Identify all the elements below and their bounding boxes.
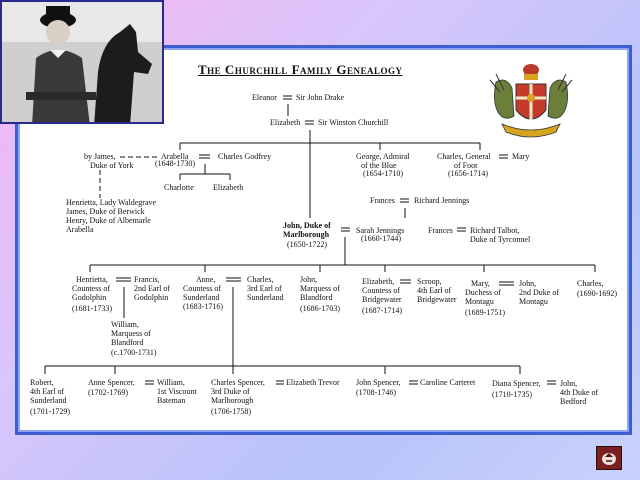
node-fitzjames-james: James, Duke of Berwick <box>66 207 145 216</box>
node-arabella: Arabella <box>161 152 189 161</box>
node-robert-earl: 4th Earl of <box>30 387 65 396</box>
node-anne-countess: Countess of <box>183 284 221 293</box>
node-william-dates: (c.1700-1731) <box>111 348 157 357</box>
node-mary-duchess: Duchess of <box>465 288 501 297</box>
node-anne-spencer-dates: (1702-1769) <box>88 388 128 397</box>
node-mary-montagu: Mary, <box>471 279 490 288</box>
node-william-marquess: Marquess of <box>111 329 151 338</box>
node-john-marquess-title: Marquess of <box>300 284 340 293</box>
node-william: William, <box>111 320 139 329</box>
node-sir-winston-churchill: Sir Winston Churchill <box>318 118 389 127</box>
node-john-bedford-duke: 4th Duke of <box>560 388 599 397</box>
node-john-marquess: John, <box>300 275 318 284</box>
node-john-montagu: John, <box>519 279 537 288</box>
node-elizabeth-godfrey: Elizabeth <box>213 183 244 192</box>
node-elizabeth-drake: Elizabeth <box>270 118 301 127</box>
node-anne-dates: (1683-1716) <box>183 302 223 311</box>
node-arabella-dates: (1648-1730) <box>155 159 195 168</box>
node-elizabeth-countess: Countess of <box>362 286 400 295</box>
node-john-spencer: John Spencer, <box>356 378 401 387</box>
node-charles-3rd-earl-title: 3rd Earl of <box>247 284 282 293</box>
node-henrietta-godolphin: Godolphin <box>72 293 107 302</box>
node-diana-spencer: Diana Spencer, <box>492 379 541 388</box>
node-elizabeth-dates: (1687-1714) <box>362 306 402 315</box>
node-george-dates: (1654-1710) <box>363 169 403 178</box>
node-john-duke-marlborough: John, Duke of <box>283 221 331 230</box>
node-fitzjames-henry: Henry, Duke of Albemarle <box>66 216 151 225</box>
node-francis: Francis, <box>134 275 160 284</box>
node-john-montagu-title: Montagu <box>519 297 548 306</box>
node-john-montagu-duke: 2nd Duke of <box>519 288 559 297</box>
node-john-marquess-blandford: Blandford <box>300 293 333 302</box>
node-sir-john-drake: Sir John Drake <box>296 93 344 102</box>
node-charles-spencer-marlborough: Marlborough <box>211 396 254 405</box>
node-anne: Anne, <box>196 275 216 284</box>
node-charles-3rd-earl: Charles, <box>247 275 274 284</box>
node-john-duke-dates: (1650-1722) <box>287 240 327 249</box>
node-charles-spencer-dates: (1706-1758) <box>211 407 251 416</box>
node-diana-dates: (1710-1735) <box>492 390 532 399</box>
node-charles-spencer-duke: 3rd Duke of <box>211 387 250 396</box>
node-fitzjames-arabella: Arabella <box>66 225 94 234</box>
node-mary-dates: (1689-1751) <box>465 308 505 317</box>
node-richard-talbot-title: Duke of Tyrconnel <box>470 235 531 244</box>
portrait-photo <box>0 0 164 124</box>
node-francis-earl: 2nd Earl of <box>134 284 170 293</box>
node-charles-godfrey: Charles Godfrey <box>218 152 272 161</box>
node-elizabeth-bridgewater: Elizabeth, <box>362 277 395 286</box>
node-william-bateman: William, <box>157 378 185 387</box>
node-charles-general-dates: (1656-1714) <box>448 169 488 178</box>
node-frances-2: Frances <box>428 226 453 235</box>
node-scroop-bridgewater: Bridgewater <box>417 295 457 304</box>
node-henrietta: Henrietta, <box>76 275 108 284</box>
node-john-spencer-dates: (1708-1746) <box>356 388 396 397</box>
node-scroop-earl: 4th Earl of <box>417 286 452 295</box>
node-robert-sunderland: Sunderland <box>30 396 67 405</box>
node-john-bedford-title: Bedford <box>560 397 587 406</box>
node-charles-general: Charles, General <box>437 152 491 161</box>
node-john-duke-marlborough-title: Marlborough <box>283 230 330 239</box>
node-caroline-carteret: Caroline Carteret <box>420 378 476 387</box>
slide-nav-icon[interactable] <box>596 446 622 470</box>
node-by-james: by James, <box>84 152 116 161</box>
node-george-blue: of the Blue <box>361 161 397 170</box>
node-william-viscount: 1st Viscount <box>157 387 197 396</box>
node-fitzjames-henrietta: Henrietta, Lady Waldegrave <box>66 198 157 207</box>
node-charles-young: Charles, <box>577 279 604 288</box>
node-elizabeth-bridgewater-title: Bridgewater <box>362 295 402 304</box>
node-eleanor: Eleanor <box>252 93 277 102</box>
node-mary: Mary <box>512 152 530 161</box>
node-elizabeth-trevor: Elizabeth Trevor <box>286 378 340 387</box>
node-henrietta-countess: Countess of <box>72 284 110 293</box>
page-title: The Churchill Family Genealogy <box>198 62 403 77</box>
node-charles-3rd-earl-sunderland: Sunderland <box>247 293 284 302</box>
node-john-marquess-dates: (1686-1703) <box>300 304 340 313</box>
node-charles-young-dates: (1690-1692) <box>577 289 617 298</box>
node-william-blandford: Blandford <box>111 338 144 347</box>
node-john-bedford: John, <box>560 379 578 388</box>
node-charlotte: Charlotte <box>164 183 194 192</box>
node-sarah-jennings: Sarah Jennings <box>356 226 405 235</box>
node-richard-jennings: Richard Jennings <box>414 196 470 205</box>
node-charles-spencer: Charles Spencer, <box>211 378 265 387</box>
node-robert: Robert, <box>30 378 54 387</box>
node-frances: Frances <box>370 196 395 205</box>
node-henrietta-dates: (1681-1733) <box>72 304 112 313</box>
node-anne-spencer: Anne Spencer, <box>88 378 135 387</box>
node-charles-foot: of Foot <box>454 161 478 170</box>
node-richard-talbot: Richard Talbot, <box>470 226 520 235</box>
node-william-bateman-title: Bateman <box>157 396 186 405</box>
node-sarah-dates: (1660-1744) <box>361 234 401 243</box>
node-robert-dates: (1701-1729) <box>30 407 70 416</box>
node-scroop: Scroop, <box>417 277 442 286</box>
node-mary-montagu-title: Montagu <box>465 297 494 306</box>
node-francis-godolphin: Godolphin <box>134 293 169 302</box>
node-duke-of-york: Duke of York <box>90 161 134 170</box>
node-anne-sunderland: Sunderland <box>183 293 220 302</box>
node-george-admiral: George, Admiral <box>356 152 410 161</box>
